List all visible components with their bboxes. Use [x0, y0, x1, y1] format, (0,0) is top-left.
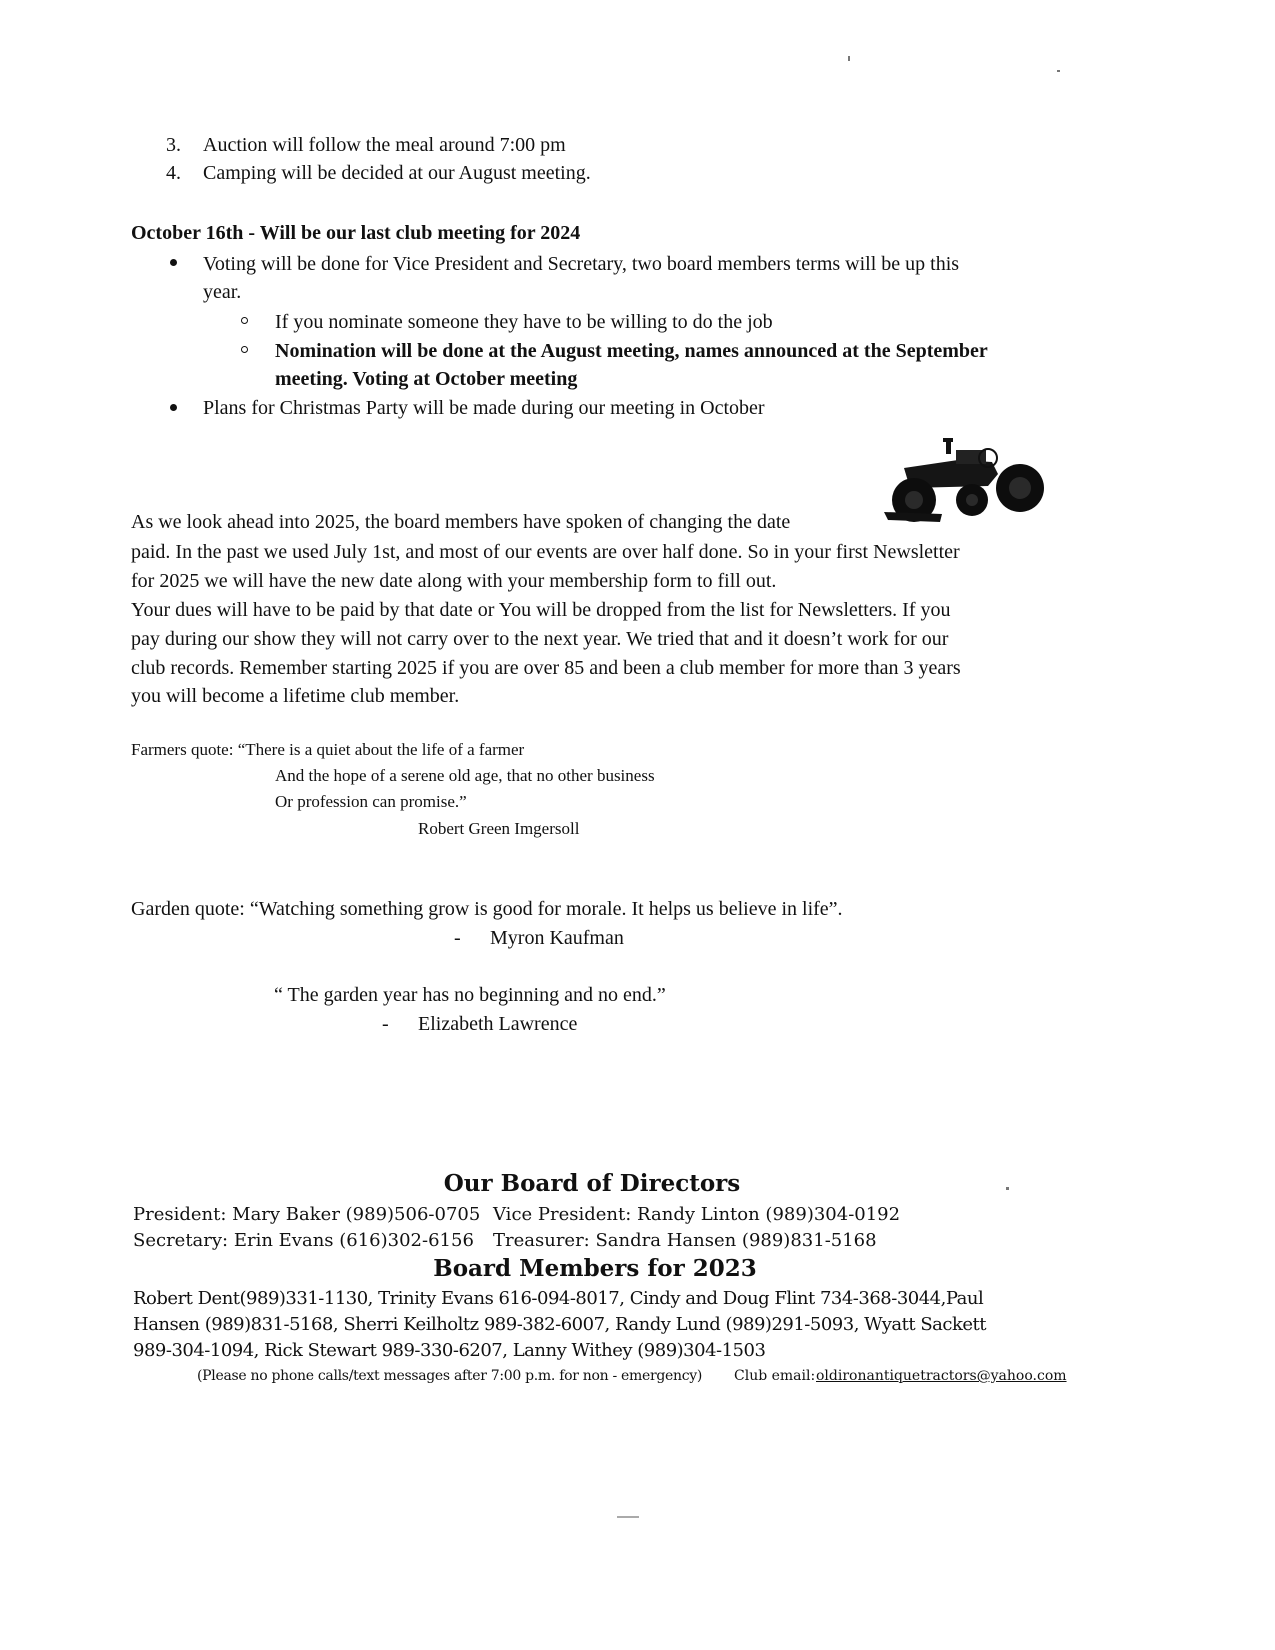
circle-bullet-icon [241, 346, 248, 353]
scan-speck [1006, 1187, 1009, 1190]
list-item: Voting will be done for Vice President and Secretary, two board members terms will be up this [203, 253, 960, 275]
garden-quote-author: Myron Kaufman [490, 927, 624, 949]
list-number: 4. [166, 162, 181, 184]
paragraph-line: As we look ahead into 2025, the board members have spoken of changing the date [131, 511, 791, 533]
board-heading: Our Board of Directors [443, 1170, 741, 1197]
list-item: year. [203, 281, 242, 303]
farmers-quote: Farmers quote: “There is a quiet about the life of a farmer [131, 740, 525, 759]
board-members-heading: Board Members for 2023 [433, 1255, 757, 1282]
scan-speck [848, 56, 850, 61]
bullet-icon [170, 404, 177, 411]
garden-quote-author: Elizabeth Lawrence [418, 1013, 578, 1035]
tractor-icon [880, 434, 1050, 524]
list-item: Plans for Christmas Party will be made during our meeting in October [203, 397, 765, 419]
paragraph-line: club records. Remember starting 2025 if you are over 85 and been a club member for more than 3 years [131, 657, 961, 679]
paragraph-line: pay during our show they will not carry over to the next year. We tried that and it doesn’t work for our [131, 628, 949, 650]
board-secretary: Secretary: Erin Evans (616)302-6156 [133, 1230, 474, 1251]
farmers-quote: Or profession can promise.” [275, 792, 467, 811]
garden-quote: Garden quote: “Watching something grow is good for morale. It helps us believe in life”. [131, 898, 843, 920]
farmers-quote: And the hope of a serene old age, that no other business [275, 766, 655, 785]
october-heading: October 16th - Will be our last club meeting for 2024 [131, 222, 581, 244]
board-members: 989-304-1094, Rick Stewart 989-330-6207, Lanny Withey (989)304-1503 [133, 1340, 766, 1361]
list-item: Auction will follow the meal around 7:00 pm [203, 134, 566, 156]
board-vice-president: Vice President: Randy Linton (989)304-0192 [493, 1204, 901, 1225]
quote-dash: - [382, 1013, 389, 1035]
list-number: 3. [166, 134, 181, 156]
board-president: President: Mary Baker (989)506-0705 [133, 1204, 481, 1225]
board-treasurer: Treasurer: Sandra Hansen (989)831-5168 [493, 1230, 877, 1251]
paragraph-line: for 2025 we will have the new date along with your membership form to fill out. [131, 570, 777, 592]
paragraph-line: you will become a lifetime club member. [131, 685, 460, 707]
farmers-quote-author: Robert Green Imgersoll [418, 819, 580, 838]
contact-note: (Please no phone calls/text messages after 7:00 p.m. for non - emergency) [197, 1368, 703, 1384]
scan-speck [617, 1516, 639, 1518]
circle-bullet-icon [241, 317, 248, 324]
board-members: Hansen (989)831-5168, Sherri Keilholtz 989-382-6007, Randy Lund (989)291-5093, Wyatt Sackett [133, 1314, 987, 1335]
sub-list-item: meeting. Voting at October meeting [275, 368, 578, 390]
sub-list-item: If you nominate someone they have to be willing to do the job [275, 311, 773, 333]
paragraph-line: Your dues will have to be paid by that date or You will be dropped from the list for Newsletters. If you [131, 599, 951, 621]
quote-dash: - [454, 927, 461, 949]
list-item: Camping will be decided at our August meeting. [203, 162, 591, 184]
board-members: Robert Dent(989)331-1130, Trinity Evans 616-094-8017, Cindy and Doug Flint 734-368-3044,Paul [133, 1288, 984, 1309]
bullet-icon [170, 259, 177, 266]
scan-speck [1057, 70, 1060, 72]
sub-list-item: Nomination will be done at the August meeting, names announced at the September [275, 340, 988, 362]
email-label: Club email: [734, 1368, 816, 1384]
garden-quote: “ The garden year has no beginning and no end.” [274, 984, 666, 1006]
club-email-link[interactable]: oldironantiquetractors@yahoo.com [816, 1368, 1067, 1384]
paragraph-line: paid. In the past we used July 1st, and most of our events are over half done. So in your first Newsletter [131, 541, 960, 563]
